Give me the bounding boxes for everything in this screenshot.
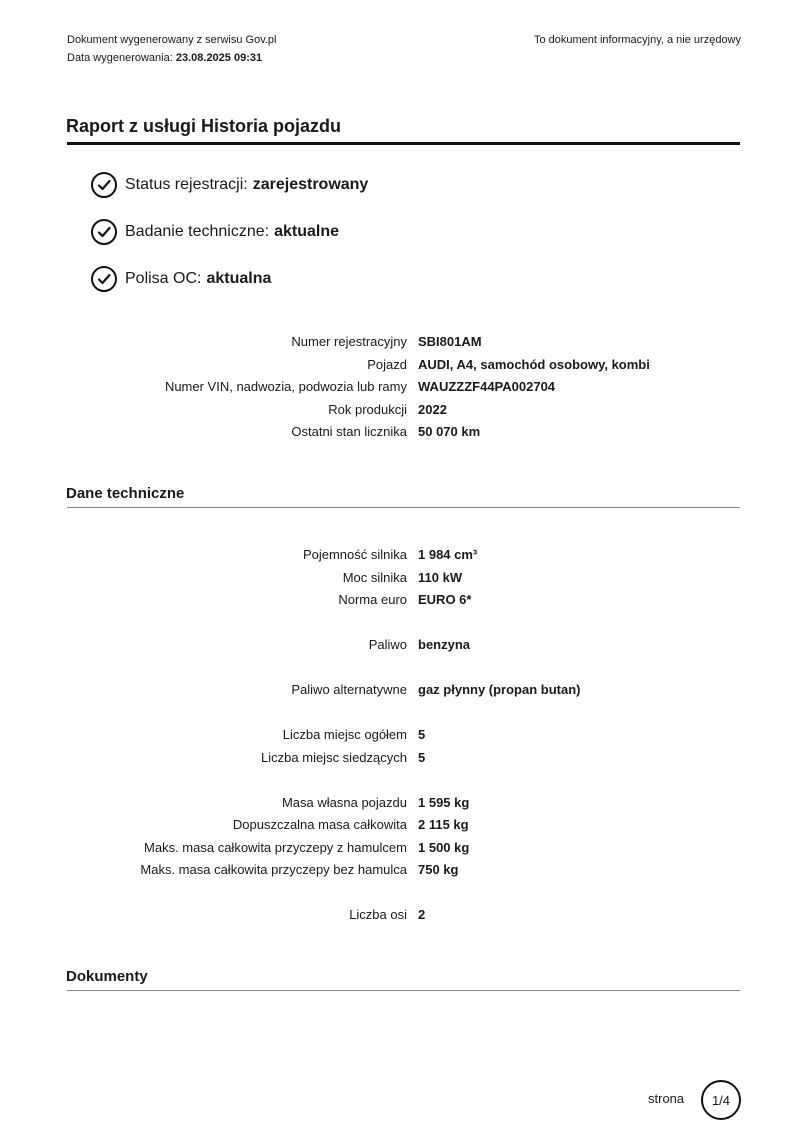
tech-value: gaz płynny (propan butan)	[418, 682, 581, 697]
tech-key: Liczba osi	[349, 907, 407, 922]
info-key: Numer rejestracyjny	[291, 334, 407, 349]
technical-info	[0, 544, 800, 927]
tech-key: Maks. masa całkowita przyczepy z hamulcem	[144, 839, 407, 855]
tech-value: 1 595 kg	[418, 794, 470, 810]
tech-key: Liczba miejsc siedzących	[261, 749, 407, 765]
tech-row	[0, 544, 800, 567]
vehicle-info	[0, 331, 800, 444]
tech-key: Dopuszczalna masa całkowita	[232, 817, 407, 832]
source-text: Dokument wygenerowany z serwisu Gov.pl	[67, 34, 277, 46]
check-circle-icon	[91, 172, 117, 198]
tech-key: Moc silnika	[342, 569, 407, 585]
tech-key: Paliwo	[368, 637, 407, 652]
tech-row	[0, 589, 800, 612]
status-label: Badanie techniczne:	[125, 223, 270, 240]
check-circle-icon	[91, 219, 117, 245]
status-registration	[91, 172, 368, 198]
tech-key: Liczba miejsc ogółem	[282, 727, 407, 742]
info-row	[0, 354, 800, 377]
status-label: Status rejestracji:	[125, 176, 248, 193]
date-label: Data wygenerowania:	[67, 52, 173, 64]
tech-value: 2 115 kg	[418, 817, 469, 832]
section-divider	[67, 990, 740, 991]
tech-value: 5	[418, 749, 426, 765]
tech-row	[0, 792, 800, 815]
info-key: Numer VIN, nadwozia, podwozia lub ramy	[164, 379, 407, 394]
info-row	[0, 421, 800, 444]
title-divider	[67, 142, 740, 145]
tech-value: EURO 6*	[418, 592, 472, 607]
check-circle-icon	[91, 266, 117, 292]
section-heading-documents: Dokumenty	[66, 968, 148, 985]
date-value: 23.08.2025 09:31	[175, 52, 263, 64]
info-row	[0, 399, 800, 422]
tech-value: 1 984 cm³	[418, 547, 478, 562]
status-value: aktualna	[206, 270, 272, 287]
tech-row	[0, 837, 800, 860]
tech-value: 750 kg	[418, 862, 459, 877]
info-row	[0, 331, 800, 354]
tech-value: 5	[418, 727, 426, 742]
status-value: aktualne	[274, 223, 340, 240]
info-key: Ostatni stan licznika	[291, 424, 407, 439]
tech-row	[0, 904, 800, 927]
status-insurance	[91, 266, 271, 292]
page-title: Raport z usługi Historia pojazdu	[66, 116, 342, 136]
tech-row	[0, 679, 800, 702]
info-key: Pojazd	[367, 356, 407, 372]
section-heading-technical: Dane techniczne	[66, 485, 185, 502]
info-value: AUDI, A4, samochód osobowy, kombi	[418, 356, 650, 372]
tech-row	[0, 567, 800, 590]
tech-value: 110 kW	[418, 569, 463, 585]
status-value: zarejestrowany	[252, 176, 369, 193]
tech-value: benzyna	[418, 637, 471, 652]
tech-value: 1 500 kg	[418, 839, 470, 855]
tech-row	[0, 747, 800, 770]
info-value: 50 070 km	[418, 424, 481, 439]
tech-row	[0, 859, 800, 882]
tech-key: Norma euro	[338, 592, 407, 607]
status-label: Polisa OC:	[125, 270, 202, 287]
info-row	[0, 376, 800, 399]
page-label: strona	[648, 1091, 685, 1106]
tech-key: Paliwo alternatywne	[291, 682, 407, 697]
generation-date	[67, 49, 277, 67]
tech-value: 2	[418, 907, 426, 922]
tech-key: Maks. masa całkowita przyczepy bez hamulca	[140, 862, 407, 877]
page-indicator: 1/4	[701, 1080, 741, 1120]
info-value: SBI801AM	[418, 334, 482, 349]
info-key: Rok produkcji	[328, 401, 407, 417]
tech-row	[0, 724, 800, 747]
tech-row	[0, 634, 800, 657]
info-value: 2022	[418, 401, 447, 417]
section-divider	[67, 507, 740, 508]
disclaimer-text: To dokument informacyjny, a nie urzędowy	[533, 34, 741, 46]
tech-key: Masa własna pojazdu	[281, 794, 407, 810]
status-inspection	[91, 219, 339, 245]
info-value: WAUZZZF44PA002704	[418, 379, 556, 394]
tech-row	[0, 814, 800, 837]
tech-key: Pojemność silnika	[302, 547, 407, 562]
header-left	[67, 31, 277, 67]
